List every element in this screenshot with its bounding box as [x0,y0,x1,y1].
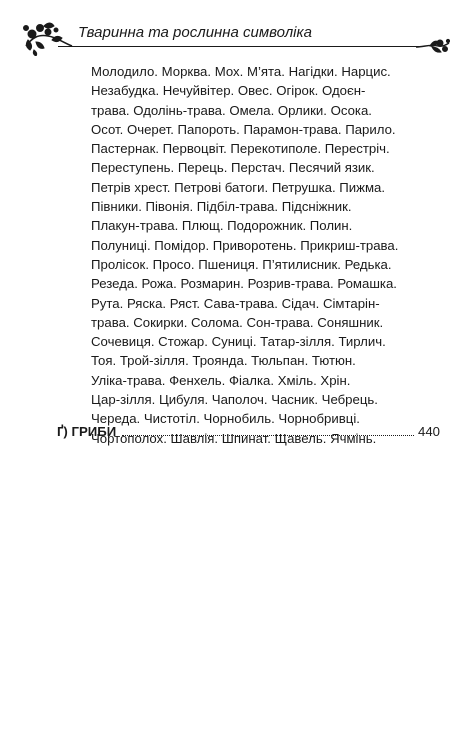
text-line: Плакун-трава. Плющ. Подорожник. Полин. [91,218,353,234]
text-line: Півники. Півонія. Підбіл-трава. Підсніжник. [91,199,352,215]
text-line: трава. Одолінь-трава. Омела. Орлики. Осока. [91,102,372,118]
text-line: Рута. Ряска. Ряст. Сава-трава. Сідач. Сімтарін- [91,295,380,311]
floral-ornament-icon [22,20,74,61]
text-line: Переступень. Перець. Перстач. Песячий язик. [91,160,375,176]
text-line: трава. Сокирки. Солома. Сон-трава. Соняшник. [91,314,384,330]
plant-list-text [91,62,411,448]
text-line: Полуниці. Помідор. Приворотень. Прикриш-трава. [91,237,399,253]
text-line: Уліка-трава. Фенхель. Фіалка. Хміль. Хрін. [91,372,351,388]
header-rule [58,46,420,47]
toc-entry [57,424,440,439]
text-line: Петрів хрест. Петрові батоги. Петрушка. Пижма. [91,179,386,195]
text-line: Цар-зілля. Цибуля. Чаполоч. Часник. Чебрець. [91,392,378,408]
text-line: Чортополох. Шавлія. Шпинат. Щавель. Ячмінь. [91,430,377,446]
text-line: Сочевиця. Стожар. Суниці. Татар-зілля. Тирлич. [91,334,386,350]
header-title: Тваринна та рослинна символіка [78,24,312,41]
text-line: Пролісок. Просо. Пшениця. П’ятилисник. Редька. [91,256,392,272]
text-line: Резеда. Рожа. Розмарин. Розрив-трава. Ромашка. [91,276,397,292]
toc-leader-dots [122,425,414,436]
text-line: Молодило. Морква. Мох. М’ята. Нагідки. Нарцис. [91,64,391,79]
running-header [20,20,450,64]
toc-page-number: 440 [417,424,440,439]
text-line: Незабудка. Нечуйвітер. Овес. Огірок. Одоєн- [91,83,366,99]
text-line: Пастернак. Первоцвіт. Перекотиполе. Перестріч. [91,141,390,157]
text-line: Осот. Очерет. Папороть. Парамон-трава. Парило. [91,121,396,137]
text-line: Череда. Чистотіл. Чорнобиль. Чорнобривці. [91,411,360,427]
text-line: Тоя. Трой-зілля. Троянда. Тюльпан. Тютюн. [91,353,356,369]
floral-ornament-icon [416,38,450,61]
toc-entry-label: Ґ) ГРИБИ [57,424,117,439]
